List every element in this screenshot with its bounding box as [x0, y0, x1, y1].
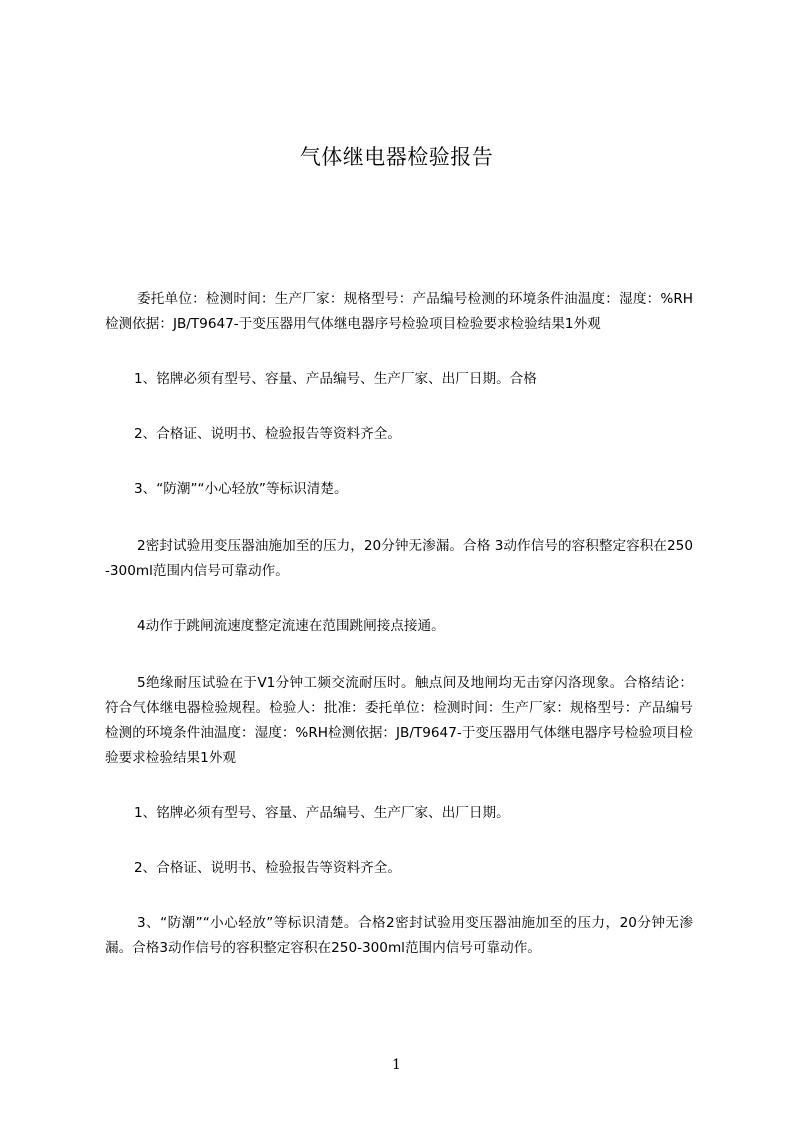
paragraph-seal-test: 2密封试验用变压器油施加至的压力，20分钟无渗漏。合格 3动作信号的容积整定容积在250-300ml范围内信号可靠动作。 [105, 538, 693, 579]
document-title: 气体继电器检验报告 [299, 145, 494, 169]
paragraph-item-1-repeat: 1、铭牌必须有型号、容量、产品编号、生产厂家、出厂日期。 [134, 805, 510, 821]
paragraph-item-3-repeat: 3、“防潮”“小心轻放”等标识清楚。合格2密封试验用变压器油施加至的压力，20分钟无渗漏。合格3动作信号的容积整定容积在250-300ml范围内信号可靠动作。 [105, 915, 693, 956]
paragraph-item-1: 1、铭牌必须有型号、容量、产品编号、生产厂家、出厂日期。合格 [134, 371, 537, 387]
paragraph-intro: 委托单位：检测时间：生产厂家：规格型号：产品编号检测的环境条件油温度：湿度：%RH检测依据：JB/T9647-于变压器用气体继电器序号检验项目检验要求检验结果1外观 [105, 291, 693, 332]
document-body [105, 287, 693, 961]
page-number: 1 [392, 1057, 401, 1073]
paragraph-insulation-test: 5绝缘耐压试验在于V1分钟工频交流耐压时。触点间及地闸均无击穿闪洛现象。合格结论：符合气体继电器检验规程。检验人：批准：委托单位：检测时间：生产厂家：规格型号：产品编号检测的环境条件油温度：湿度：%RH检测依据：JB/T9647-于变压器用气体继电器序号检验项目检验要求检验结果1外观 [105, 675, 693, 766]
paragraph-item-3: 3、“防潮”“小心轻放”等标识清楚。 [134, 481, 348, 497]
paragraph-trip-action: 4动作于跳闸流速度整定流速在范围跳闸接点接通。 [137, 618, 445, 634]
paragraph-item-2: 2、合格证、说明书、检验报告等资料齐全。 [134, 426, 401, 442]
paragraph-item-2-repeat: 2、合格证、说明书、检验报告等资料齐全。 [134, 860, 401, 876]
